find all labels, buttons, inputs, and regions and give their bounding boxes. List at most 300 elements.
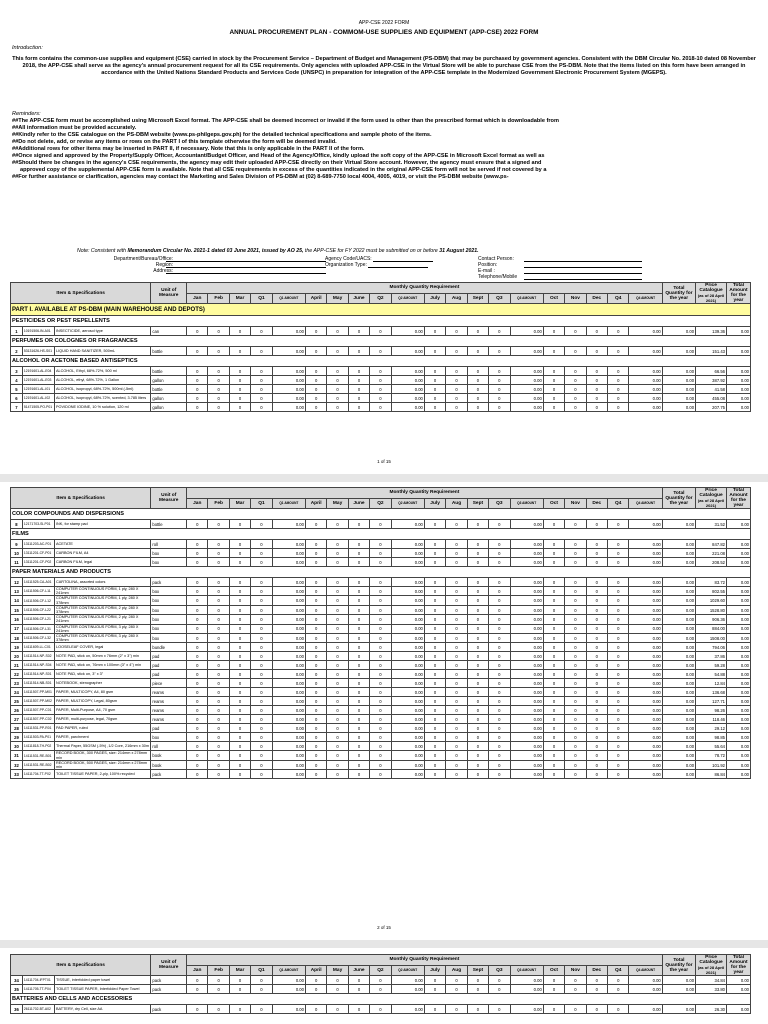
quantity-cell[interactable]: 0 (208, 367, 229, 376)
quantity-cell[interactable]: 0 (446, 751, 467, 760)
quantity-cell[interactable]: 0 (608, 520, 629, 529)
quantity-cell[interactable]: 0 (370, 615, 391, 624)
quantity-cell[interactable]: 0 (187, 367, 208, 376)
quantity-cell[interactable]: 0 (229, 578, 250, 587)
quantity-cell[interactable]: 0 (305, 643, 326, 652)
quantity-cell[interactable]: 0 (586, 540, 607, 549)
quantity-cell[interactable]: 0 (305, 376, 326, 385)
quantity-cell[interactable]: 0 (208, 770, 229, 779)
quantity-cell[interactable]: 0 (565, 367, 586, 376)
quantity-cell[interactable]: 0 (305, 615, 326, 624)
quantity-cell[interactable]: 0 (208, 549, 229, 558)
quantity-cell[interactable]: 0 (251, 520, 272, 529)
quantity-cell[interactable]: 0 (424, 394, 445, 403)
quantity-cell[interactable]: 0 (187, 697, 208, 706)
quantity-cell[interactable]: 0 (543, 742, 564, 751)
quantity-cell[interactable]: 0 (565, 605, 586, 614)
quantity-cell[interactable]: 0 (467, 724, 488, 733)
quantity-cell[interactable]: 0 (370, 670, 391, 679)
quantity-cell[interactable]: 0 (187, 596, 208, 605)
quantity-cell[interactable]: 0 (348, 688, 369, 697)
quantity-cell[interactable]: 0 (489, 549, 510, 558)
quantity-cell[interactable]: 0 (543, 652, 564, 661)
quantity-cell[interactable]: 0 (251, 347, 272, 356)
quantity-cell[interactable]: 0 (187, 327, 208, 336)
quantity-cell[interactable]: 0 (229, 403, 250, 412)
quantity-cell[interactable]: 0 (608, 724, 629, 733)
quantity-cell[interactable]: 0 (608, 697, 629, 706)
quantity-cell[interactable]: 0 (348, 587, 369, 596)
quantity-cell[interactable]: 0 (348, 751, 369, 760)
quantity-cell[interactable]: 0 (348, 1005, 369, 1014)
quantity-cell[interactable]: 0 (348, 520, 369, 529)
quantity-cell[interactable]: 0 (608, 403, 629, 412)
quantity-cell[interactable]: 0 (251, 624, 272, 633)
quantity-cell[interactable]: 0 (565, 697, 586, 706)
quantity-cell[interactable]: 0 (489, 770, 510, 779)
quantity-cell[interactable]: 0 (608, 976, 629, 985)
quantity-cell[interactable]: 0 (446, 327, 467, 336)
quantity-cell[interactable]: 0 (543, 715, 564, 724)
quantity-cell[interactable]: 0 (608, 615, 629, 624)
quantity-cell[interactable]: 0 (467, 770, 488, 779)
quantity-cell[interactable]: 0 (543, 751, 564, 760)
quantity-cell[interactable]: 0 (229, 770, 250, 779)
quantity-cell[interactable]: 0 (489, 688, 510, 697)
quantity-cell[interactable]: 0 (208, 634, 229, 643)
quantity-cell[interactable]: 0 (489, 520, 510, 529)
quantity-cell[interactable]: 0 (229, 670, 250, 679)
quantity-cell[interactable]: 0 (446, 724, 467, 733)
quantity-cell[interactable]: 0 (208, 615, 229, 624)
quantity-cell[interactable]: 0 (229, 520, 250, 529)
quantity-cell[interactable]: 0 (586, 347, 607, 356)
quantity-cell[interactable]: 0 (565, 985, 586, 994)
quantity-cell[interactable]: 0 (208, 661, 229, 670)
quantity-cell[interactable]: 0 (489, 376, 510, 385)
quantity-cell[interactable]: 0 (251, 733, 272, 742)
quantity-cell[interactable]: 0 (467, 394, 488, 403)
quantity-cell[interactable]: 0 (305, 540, 326, 549)
quantity-cell[interactable]: 0 (251, 403, 272, 412)
quantity-cell[interactable]: 0 (586, 578, 607, 587)
quantity-cell[interactable]: 0 (187, 605, 208, 614)
quantity-cell[interactable]: 0 (327, 615, 348, 624)
quantity-cell[interactable]: 0 (586, 733, 607, 742)
quantity-cell[interactable]: 0 (446, 697, 467, 706)
quantity-cell[interactable]: 0 (370, 770, 391, 779)
quantity-cell[interactable]: 0 (467, 760, 488, 769)
quantity-cell[interactable]: 0 (586, 652, 607, 661)
quantity-cell[interactable]: 0 (467, 643, 488, 652)
quantity-cell[interactable]: 0 (543, 540, 564, 549)
quantity-cell[interactable]: 0 (208, 403, 229, 412)
quantity-cell[interactable]: 0 (608, 688, 629, 697)
quantity-cell[interactable]: 0 (348, 367, 369, 376)
quantity-cell[interactable]: 0 (305, 596, 326, 605)
quantity-cell[interactable]: 0 (251, 751, 272, 760)
quantity-cell[interactable]: 0 (586, 327, 607, 336)
quantity-cell[interactable]: 0 (424, 403, 445, 412)
quantity-cell[interactable]: 0 (467, 976, 488, 985)
quantity-cell[interactable]: 0 (327, 733, 348, 742)
quantity-cell[interactable]: 0 (187, 587, 208, 596)
quantity-cell[interactable]: 0 (565, 715, 586, 724)
quantity-cell[interactable]: 0 (305, 697, 326, 706)
quantity-cell[interactable]: 0 (489, 605, 510, 614)
quantity-cell[interactable]: 0 (608, 985, 629, 994)
quantity-cell[interactable]: 0 (348, 549, 369, 558)
quantity-cell[interactable]: 0 (208, 558, 229, 567)
quantity-cell[interactable]: 0 (586, 624, 607, 633)
quantity-cell[interactable]: 0 (208, 624, 229, 633)
quantity-cell[interactable]: 0 (424, 688, 445, 697)
quantity-cell[interactable]: 0 (229, 724, 250, 733)
quantity-cell[interactable]: 0 (305, 976, 326, 985)
quantity-cell[interactable]: 0 (608, 587, 629, 596)
quantity-cell[interactable]: 0 (229, 394, 250, 403)
quantity-cell[interactable]: 0 (424, 751, 445, 760)
quantity-cell[interactable]: 0 (467, 1005, 488, 1014)
quantity-cell[interactable]: 0 (208, 733, 229, 742)
quantity-cell[interactable]: 0 (251, 643, 272, 652)
quantity-cell[interactable]: 0 (467, 605, 488, 614)
quantity-cell[interactable]: 0 (424, 605, 445, 614)
quantity-cell[interactable]: 0 (446, 385, 467, 394)
quantity-cell[interactable]: 0 (208, 652, 229, 661)
quantity-cell[interactable]: 0 (424, 385, 445, 394)
quantity-cell[interactable]: 0 (489, 661, 510, 670)
quantity-cell[interactable]: 0 (208, 540, 229, 549)
quantity-cell[interactable]: 0 (305, 578, 326, 587)
quantity-cell[interactable]: 0 (543, 347, 564, 356)
quantity-cell[interactable]: 0 (187, 751, 208, 760)
quantity-cell[interactable]: 0 (446, 394, 467, 403)
quantity-cell[interactable]: 0 (208, 679, 229, 688)
quantity-cell[interactable]: 0 (489, 751, 510, 760)
quantity-cell[interactable]: 0 (424, 615, 445, 624)
quantity-cell[interactable]: 0 (543, 670, 564, 679)
quantity-cell[interactable]: 0 (327, 520, 348, 529)
quantity-cell[interactable]: 0 (327, 715, 348, 724)
quantity-cell[interactable]: 0 (251, 715, 272, 724)
quantity-cell[interactable]: 0 (543, 976, 564, 985)
quantity-cell[interactable]: 0 (489, 634, 510, 643)
quantity-cell[interactable]: 0 (446, 1005, 467, 1014)
quantity-cell[interactable]: 0 (467, 670, 488, 679)
quantity-cell[interactable]: 0 (208, 385, 229, 394)
quantity-cell[interactable]: 0 (370, 347, 391, 356)
quantity-cell[interactable]: 0 (208, 643, 229, 652)
quantity-cell[interactable]: 0 (305, 670, 326, 679)
quantity-cell[interactable]: 0 (565, 347, 586, 356)
quantity-cell[interactable]: 0 (586, 549, 607, 558)
quantity-cell[interactable]: 0 (586, 1005, 607, 1014)
quantity-cell[interactable]: 0 (305, 751, 326, 760)
quantity-cell[interactable]: 0 (187, 679, 208, 688)
quantity-cell[interactable]: 0 (187, 715, 208, 724)
quantity-cell[interactable]: 0 (370, 394, 391, 403)
quantity-cell[interactable]: 0 (348, 558, 369, 567)
quantity-cell[interactable]: 0 (489, 596, 510, 605)
quantity-cell[interactable]: 0 (608, 715, 629, 724)
quantity-cell[interactable]: 0 (327, 634, 348, 643)
quantity-cell[interactable]: 0 (446, 760, 467, 769)
quantity-cell[interactable]: 0 (251, 985, 272, 994)
quantity-cell[interactable]: 0 (467, 385, 488, 394)
quantity-cell[interactable]: 0 (229, 733, 250, 742)
organization-type-field[interactable] (368, 263, 428, 268)
quantity-cell[interactable]: 0 (348, 976, 369, 985)
quantity-cell[interactable]: 0 (229, 697, 250, 706)
quantity-cell[interactable]: 0 (489, 697, 510, 706)
quantity-cell[interactable]: 0 (446, 985, 467, 994)
quantity-cell[interactable]: 0 (208, 715, 229, 724)
quantity-cell[interactable]: 0 (586, 760, 607, 769)
quantity-cell[interactable]: 0 (348, 733, 369, 742)
quantity-cell[interactable]: 0 (608, 670, 629, 679)
quantity-cell[interactable]: 0 (251, 540, 272, 549)
quantity-cell[interactable]: 0 (348, 742, 369, 751)
quantity-cell[interactable]: 0 (327, 742, 348, 751)
quantity-cell[interactable]: 0 (608, 733, 629, 742)
quantity-cell[interactable]: 0 (424, 643, 445, 652)
quantity-cell[interactable]: 0 (489, 327, 510, 336)
quantity-cell[interactable]: 0 (565, 770, 586, 779)
quantity-cell[interactable]: 0 (229, 558, 250, 567)
quantity-cell[interactable]: 0 (424, 634, 445, 643)
quantity-cell[interactable]: 0 (187, 376, 208, 385)
quantity-cell[interactable]: 0 (543, 549, 564, 558)
quantity-cell[interactable]: 0 (586, 661, 607, 670)
quantity-cell[interactable]: 0 (467, 742, 488, 751)
quantity-cell[interactable]: 0 (370, 652, 391, 661)
quantity-cell[interactable]: 0 (446, 742, 467, 751)
quantity-cell[interactable]: 0 (229, 715, 250, 724)
quantity-cell[interactable]: 0 (446, 347, 467, 356)
quantity-cell[interactable]: 0 (586, 367, 607, 376)
quantity-cell[interactable]: 0 (229, 985, 250, 994)
quantity-cell[interactable]: 0 (251, 976, 272, 985)
quantity-cell[interactable]: 0 (251, 327, 272, 336)
quantity-cell[interactable]: 0 (251, 558, 272, 567)
quantity-cell[interactable]: 0 (251, 770, 272, 779)
quantity-cell[interactable]: 0 (327, 670, 348, 679)
quantity-cell[interactable]: 0 (608, 706, 629, 715)
quantity-cell[interactable]: 0 (251, 367, 272, 376)
quantity-cell[interactable]: 0 (608, 327, 629, 336)
quantity-cell[interactable]: 0 (424, 587, 445, 596)
quantity-cell[interactable]: 0 (467, 652, 488, 661)
quantity-cell[interactable]: 0 (327, 385, 348, 394)
quantity-cell[interactable]: 0 (586, 376, 607, 385)
quantity-cell[interactable]: 0 (327, 688, 348, 697)
quantity-cell[interactable]: 0 (251, 615, 272, 624)
quantity-cell[interactable]: 0 (565, 520, 586, 529)
quantity-cell[interactable]: 0 (251, 634, 272, 643)
quantity-cell[interactable]: 0 (187, 520, 208, 529)
quantity-cell[interactable]: 0 (565, 733, 586, 742)
quantity-cell[interactable]: 0 (229, 605, 250, 614)
quantity-cell[interactable]: 0 (565, 751, 586, 760)
quantity-cell[interactable]: 0 (370, 578, 391, 587)
quantity-cell[interactable]: 0 (467, 578, 488, 587)
quantity-cell[interactable]: 0 (370, 605, 391, 614)
quantity-cell[interactable]: 0 (543, 1005, 564, 1014)
quantity-cell[interactable]: 0 (608, 751, 629, 760)
quantity-cell[interactable]: 0 (305, 367, 326, 376)
quantity-cell[interactable]: 0 (489, 706, 510, 715)
quantity-cell[interactable]: 0 (305, 715, 326, 724)
quantity-cell[interactable]: 0 (327, 558, 348, 567)
quantity-cell[interactable]: 0 (348, 670, 369, 679)
quantity-cell[interactable]: 0 (424, 578, 445, 587)
quantity-cell[interactable]: 0 (446, 976, 467, 985)
quantity-cell[interactable]: 0 (370, 367, 391, 376)
quantity-cell[interactable]: 0 (229, 624, 250, 633)
quantity-cell[interactable]: 0 (305, 706, 326, 715)
quantity-cell[interactable]: 0 (187, 624, 208, 633)
quantity-cell[interactable]: 0 (327, 605, 348, 614)
quantity-cell[interactable]: 0 (229, 327, 250, 336)
quantity-cell[interactable]: 0 (370, 742, 391, 751)
quantity-cell[interactable]: 0 (348, 596, 369, 605)
quantity-cell[interactable]: 0 (305, 724, 326, 733)
quantity-cell[interactable]: 0 (424, 733, 445, 742)
quantity-cell[interactable]: 0 (370, 624, 391, 633)
quantity-cell[interactable]: 0 (370, 549, 391, 558)
quantity-cell[interactable]: 0 (327, 985, 348, 994)
quantity-cell[interactable]: 0 (608, 376, 629, 385)
quantity-cell[interactable]: 0 (543, 706, 564, 715)
quantity-cell[interactable]: 0 (370, 558, 391, 567)
quantity-cell[interactable]: 0 (187, 394, 208, 403)
quantity-cell[interactable]: 0 (608, 679, 629, 688)
quantity-cell[interactable]: 0 (446, 661, 467, 670)
quantity-cell[interactable]: 0 (187, 652, 208, 661)
quantity-cell[interactable]: 0 (424, 985, 445, 994)
quantity-cell[interactable]: 0 (305, 742, 326, 751)
quantity-cell[interactable]: 0 (543, 520, 564, 529)
quantity-cell[interactable]: 0 (348, 394, 369, 403)
quantity-cell[interactable]: 0 (305, 1005, 326, 1014)
quantity-cell[interactable]: 0 (608, 634, 629, 643)
quantity-cell[interactable]: 0 (327, 578, 348, 587)
quantity-cell[interactable]: 0 (229, 760, 250, 769)
quantity-cell[interactable]: 0 (565, 615, 586, 624)
quantity-cell[interactable]: 0 (543, 596, 564, 605)
quantity-cell[interactable]: 0 (348, 605, 369, 614)
quantity-cell[interactable]: 0 (608, 596, 629, 605)
quantity-cell[interactable]: 0 (305, 403, 326, 412)
quantity-cell[interactable]: 0 (565, 558, 586, 567)
quantity-cell[interactable]: 0 (565, 688, 586, 697)
quantity-cell[interactable]: 0 (467, 596, 488, 605)
quantity-cell[interactable]: 0 (370, 760, 391, 769)
quantity-cell[interactable]: 0 (251, 661, 272, 670)
quantity-cell[interactable]: 0 (467, 634, 488, 643)
quantity-cell[interactable]: 0 (467, 367, 488, 376)
quantity-cell[interactable]: 0 (586, 615, 607, 624)
quantity-cell[interactable]: 0 (251, 549, 272, 558)
quantity-cell[interactable]: 0 (305, 520, 326, 529)
quantity-cell[interactable]: 0 (446, 587, 467, 596)
quantity-cell[interactable]: 0 (305, 624, 326, 633)
quantity-cell[interactable]: 0 (543, 385, 564, 394)
quantity-cell[interactable]: 0 (489, 652, 510, 661)
quantity-cell[interactable]: 0 (424, 347, 445, 356)
quantity-cell[interactable]: 0 (565, 327, 586, 336)
quantity-cell[interactable]: 0 (251, 394, 272, 403)
quantity-cell[interactable]: 0 (543, 605, 564, 614)
quantity-cell[interactable]: 0 (565, 376, 586, 385)
quantity-cell[interactable]: 0 (208, 587, 229, 596)
quantity-cell[interactable]: 0 (467, 624, 488, 633)
quantity-cell[interactable]: 0 (229, 634, 250, 643)
quantity-cell[interactable]: 0 (187, 770, 208, 779)
quantity-cell[interactable]: 0 (370, 724, 391, 733)
quantity-cell[interactable]: 0 (565, 760, 586, 769)
quantity-cell[interactable]: 0 (370, 634, 391, 643)
quantity-cell[interactable]: 0 (187, 742, 208, 751)
quantity-cell[interactable]: 0 (348, 697, 369, 706)
quantity-cell[interactable]: 0 (327, 596, 348, 605)
quantity-cell[interactable]: 0 (543, 985, 564, 994)
quantity-cell[interactable]: 0 (370, 706, 391, 715)
quantity-cell[interactable]: 0 (208, 706, 229, 715)
quantity-cell[interactable]: 0 (489, 578, 510, 587)
quantity-cell[interactable]: 0 (467, 751, 488, 760)
quantity-cell[interactable]: 0 (565, 540, 586, 549)
quantity-cell[interactable]: 0 (208, 742, 229, 751)
quantity-cell[interactable]: 0 (446, 679, 467, 688)
quantity-cell[interactable]: 0 (208, 688, 229, 697)
quantity-cell[interactable]: 0 (327, 540, 348, 549)
quantity-cell[interactable]: 0 (370, 1005, 391, 1014)
quantity-cell[interactable]: 0 (565, 742, 586, 751)
quantity-cell[interactable]: 0 (586, 596, 607, 605)
quantity-cell[interactable]: 0 (608, 661, 629, 670)
quantity-cell[interactable]: 0 (489, 760, 510, 769)
quantity-cell[interactable]: 0 (467, 679, 488, 688)
quantity-cell[interactable]: 0 (446, 670, 467, 679)
quantity-cell[interactable]: 0 (370, 327, 391, 336)
quantity-cell[interactable]: 0 (327, 976, 348, 985)
quantity-cell[interactable]: 0 (489, 742, 510, 751)
quantity-cell[interactable]: 0 (348, 403, 369, 412)
quantity-cell[interactable]: 0 (305, 688, 326, 697)
quantity-cell[interactable]: 0 (446, 540, 467, 549)
quantity-cell[interactable]: 0 (424, 679, 445, 688)
quantity-cell[interactable]: 0 (543, 733, 564, 742)
quantity-cell[interactable]: 0 (543, 697, 564, 706)
quantity-cell[interactable]: 0 (370, 403, 391, 412)
quantity-cell[interactable]: 0 (187, 706, 208, 715)
quantity-cell[interactable]: 0 (446, 770, 467, 779)
quantity-cell[interactable]: 0 (608, 760, 629, 769)
address-field[interactable] (166, 269, 326, 274)
quantity-cell[interactable]: 0 (327, 549, 348, 558)
quantity-cell[interactable]: 0 (586, 742, 607, 751)
quantity-cell[interactable]: 0 (608, 549, 629, 558)
quantity-cell[interactable]: 0 (251, 670, 272, 679)
quantity-cell[interactable]: 0 (424, 742, 445, 751)
quantity-cell[interactable]: 0 (608, 394, 629, 403)
quantity-cell[interactable]: 0 (327, 327, 348, 336)
quantity-cell[interactable]: 0 (608, 1005, 629, 1014)
quantity-cell[interactable]: 0 (489, 347, 510, 356)
quantity-cell[interactable]: 0 (187, 347, 208, 356)
